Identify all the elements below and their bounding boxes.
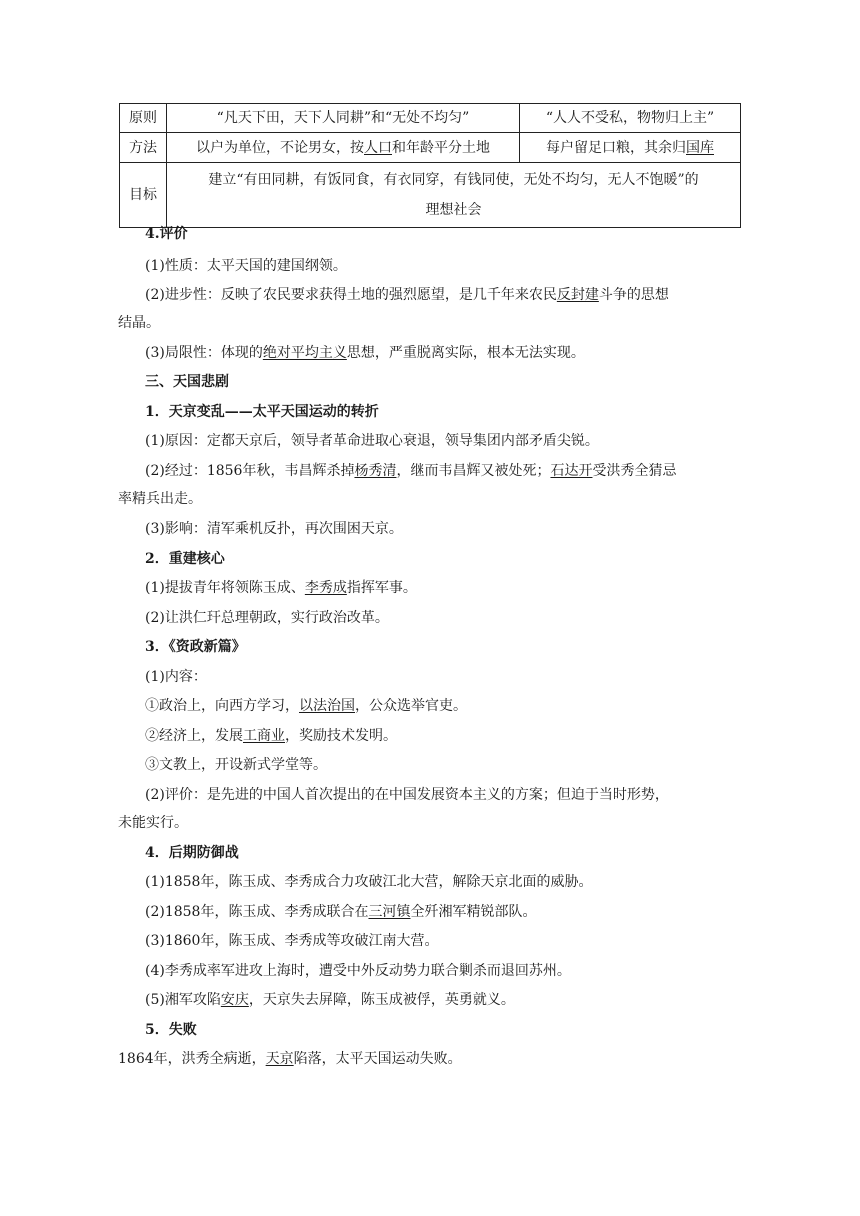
paragraph: (2)1858年，陈玉成、李秀成联合在三河镇全歼湘军精锐部队。 bbox=[145, 904, 537, 920]
underlined-term: 国库 bbox=[686, 139, 714, 156]
paragraph: (1)提拔青年将领陈玉成、李秀成指挥军事。 bbox=[145, 580, 417, 596]
principle-cell-2: “人人不受私，物物归上主” bbox=[520, 104, 741, 133]
table-row bbox=[120, 163, 741, 228]
sub-heading: 5．失败 bbox=[145, 1022, 197, 1038]
sub-heading: 2．重建核心 bbox=[145, 551, 225, 567]
paragraph: (5)湘军攻陷安庆，天京失去屏障，陈玉成被俘，英勇就义。 bbox=[145, 992, 515, 1008]
underlined-term: 三河镇 bbox=[368, 904, 411, 920]
section-heading: 4.评价 bbox=[145, 226, 188, 242]
goal-cell: 建立“有田同耕，有饭同食，有衣同穿，有钱同使，无处不均匀，无人不饱暖”的 理想社会 bbox=[167, 163, 741, 228]
paragraph: (1)1858年，陈玉成、李秀成合力攻破江北大营，解除天京北面的威胁。 bbox=[145, 874, 593, 890]
underlined-term: 天京 bbox=[265, 1051, 294, 1067]
sub-heading: 3．《资政新篇》 bbox=[145, 639, 246, 655]
row-label-goal: 目标 bbox=[120, 163, 167, 228]
paragraph: (3)影响：清军乘机反扑，再次围困天京。 bbox=[145, 521, 403, 537]
method-cell-1: 以户为单位，不论男女，按人口和年龄平分土地 bbox=[167, 133, 520, 163]
underlined-term: 工商业 bbox=[243, 728, 285, 744]
underlined-term: 以法治国 bbox=[299, 698, 355, 714]
list-item: ①政治上，向西方学习，以法治国，公众选举官吏。 bbox=[145, 698, 467, 714]
paragraph: 1864年，洪秀全病逝，天京陷落，太平天国运动失败。 bbox=[118, 1051, 462, 1067]
list-item: ②经济上，发展工商业，奖励技术发明。 bbox=[145, 728, 397, 744]
underlined-term: 绝对平均主义 bbox=[262, 345, 347, 361]
table-row bbox=[120, 133, 741, 163]
paragraph: (2)让洪仁玕总理朝政，实行政治改革。 bbox=[145, 610, 389, 626]
sub-heading: 1．天京变乱——太平天国运动的转折 bbox=[145, 404, 379, 420]
land-system-table bbox=[119, 103, 741, 228]
method-cell-2: 每户留足口粮，其余归国库 bbox=[520, 133, 741, 163]
paragraph: (3)1860年，陈玉成、李秀成等攻破江南大营。 bbox=[145, 933, 439, 949]
underlined-term: 反封建 bbox=[556, 287, 599, 303]
underlined-term: 李秀成 bbox=[304, 580, 347, 596]
underlined-term: 杨秀清 bbox=[354, 463, 397, 479]
paragraph-continuation: 率精兵出走。 bbox=[118, 491, 202, 507]
paragraph: (2)评价：是先进的中国人首次提出的在中国发展资本主义的方案；但迫于当时形势， bbox=[145, 787, 669, 803]
underlined-term: 人口 bbox=[364, 139, 392, 156]
part-heading: 三、天国悲剧 bbox=[145, 374, 229, 390]
paragraph: (3)局限性：体现的绝对平均主义思想，严重脱离实际，根本无法实现。 bbox=[145, 345, 585, 361]
paragraph: (2)进步性：反映了农民要求获得土地的强烈愿望，是几千年来农民反封建斗争的思想 bbox=[145, 287, 669, 303]
paragraph-continuation: 结晶。 bbox=[118, 315, 160, 331]
underlined-term: 安庆 bbox=[220, 992, 249, 1008]
principle-cell-1: “凡天下田，天下人同耕”和“无处不均匀” bbox=[167, 104, 520, 133]
list-item: ③文教上，开设新式学堂等。 bbox=[145, 757, 327, 773]
paragraph: (2)经过：1856年秋，韦昌辉杀掉杨秀清，继而韦昌辉又被处死；石达开受洪秀全猜忌 bbox=[145, 463, 677, 479]
table-row bbox=[120, 104, 741, 133]
paragraph: (4)李秀成率军进攻上海时，遭受中外反动势力联合剿杀而退回苏州。 bbox=[145, 963, 571, 979]
sub-heading: 4．后期防御战 bbox=[145, 845, 239, 861]
paragraph-continuation: 未能实行。 bbox=[118, 815, 188, 831]
underlined-term: 石达开 bbox=[550, 463, 593, 479]
row-label-method: 方法 bbox=[120, 133, 167, 163]
paragraph: (1)内容： bbox=[145, 669, 207, 685]
paragraph: (1)原因：定都天京后，领导者革命进取心衰退，领导集团内部矛盾尖锐。 bbox=[145, 433, 599, 449]
paragraph: (1)性质：太平天国的建国纲领。 bbox=[145, 258, 347, 274]
row-label-principle: 原则 bbox=[120, 104, 167, 133]
